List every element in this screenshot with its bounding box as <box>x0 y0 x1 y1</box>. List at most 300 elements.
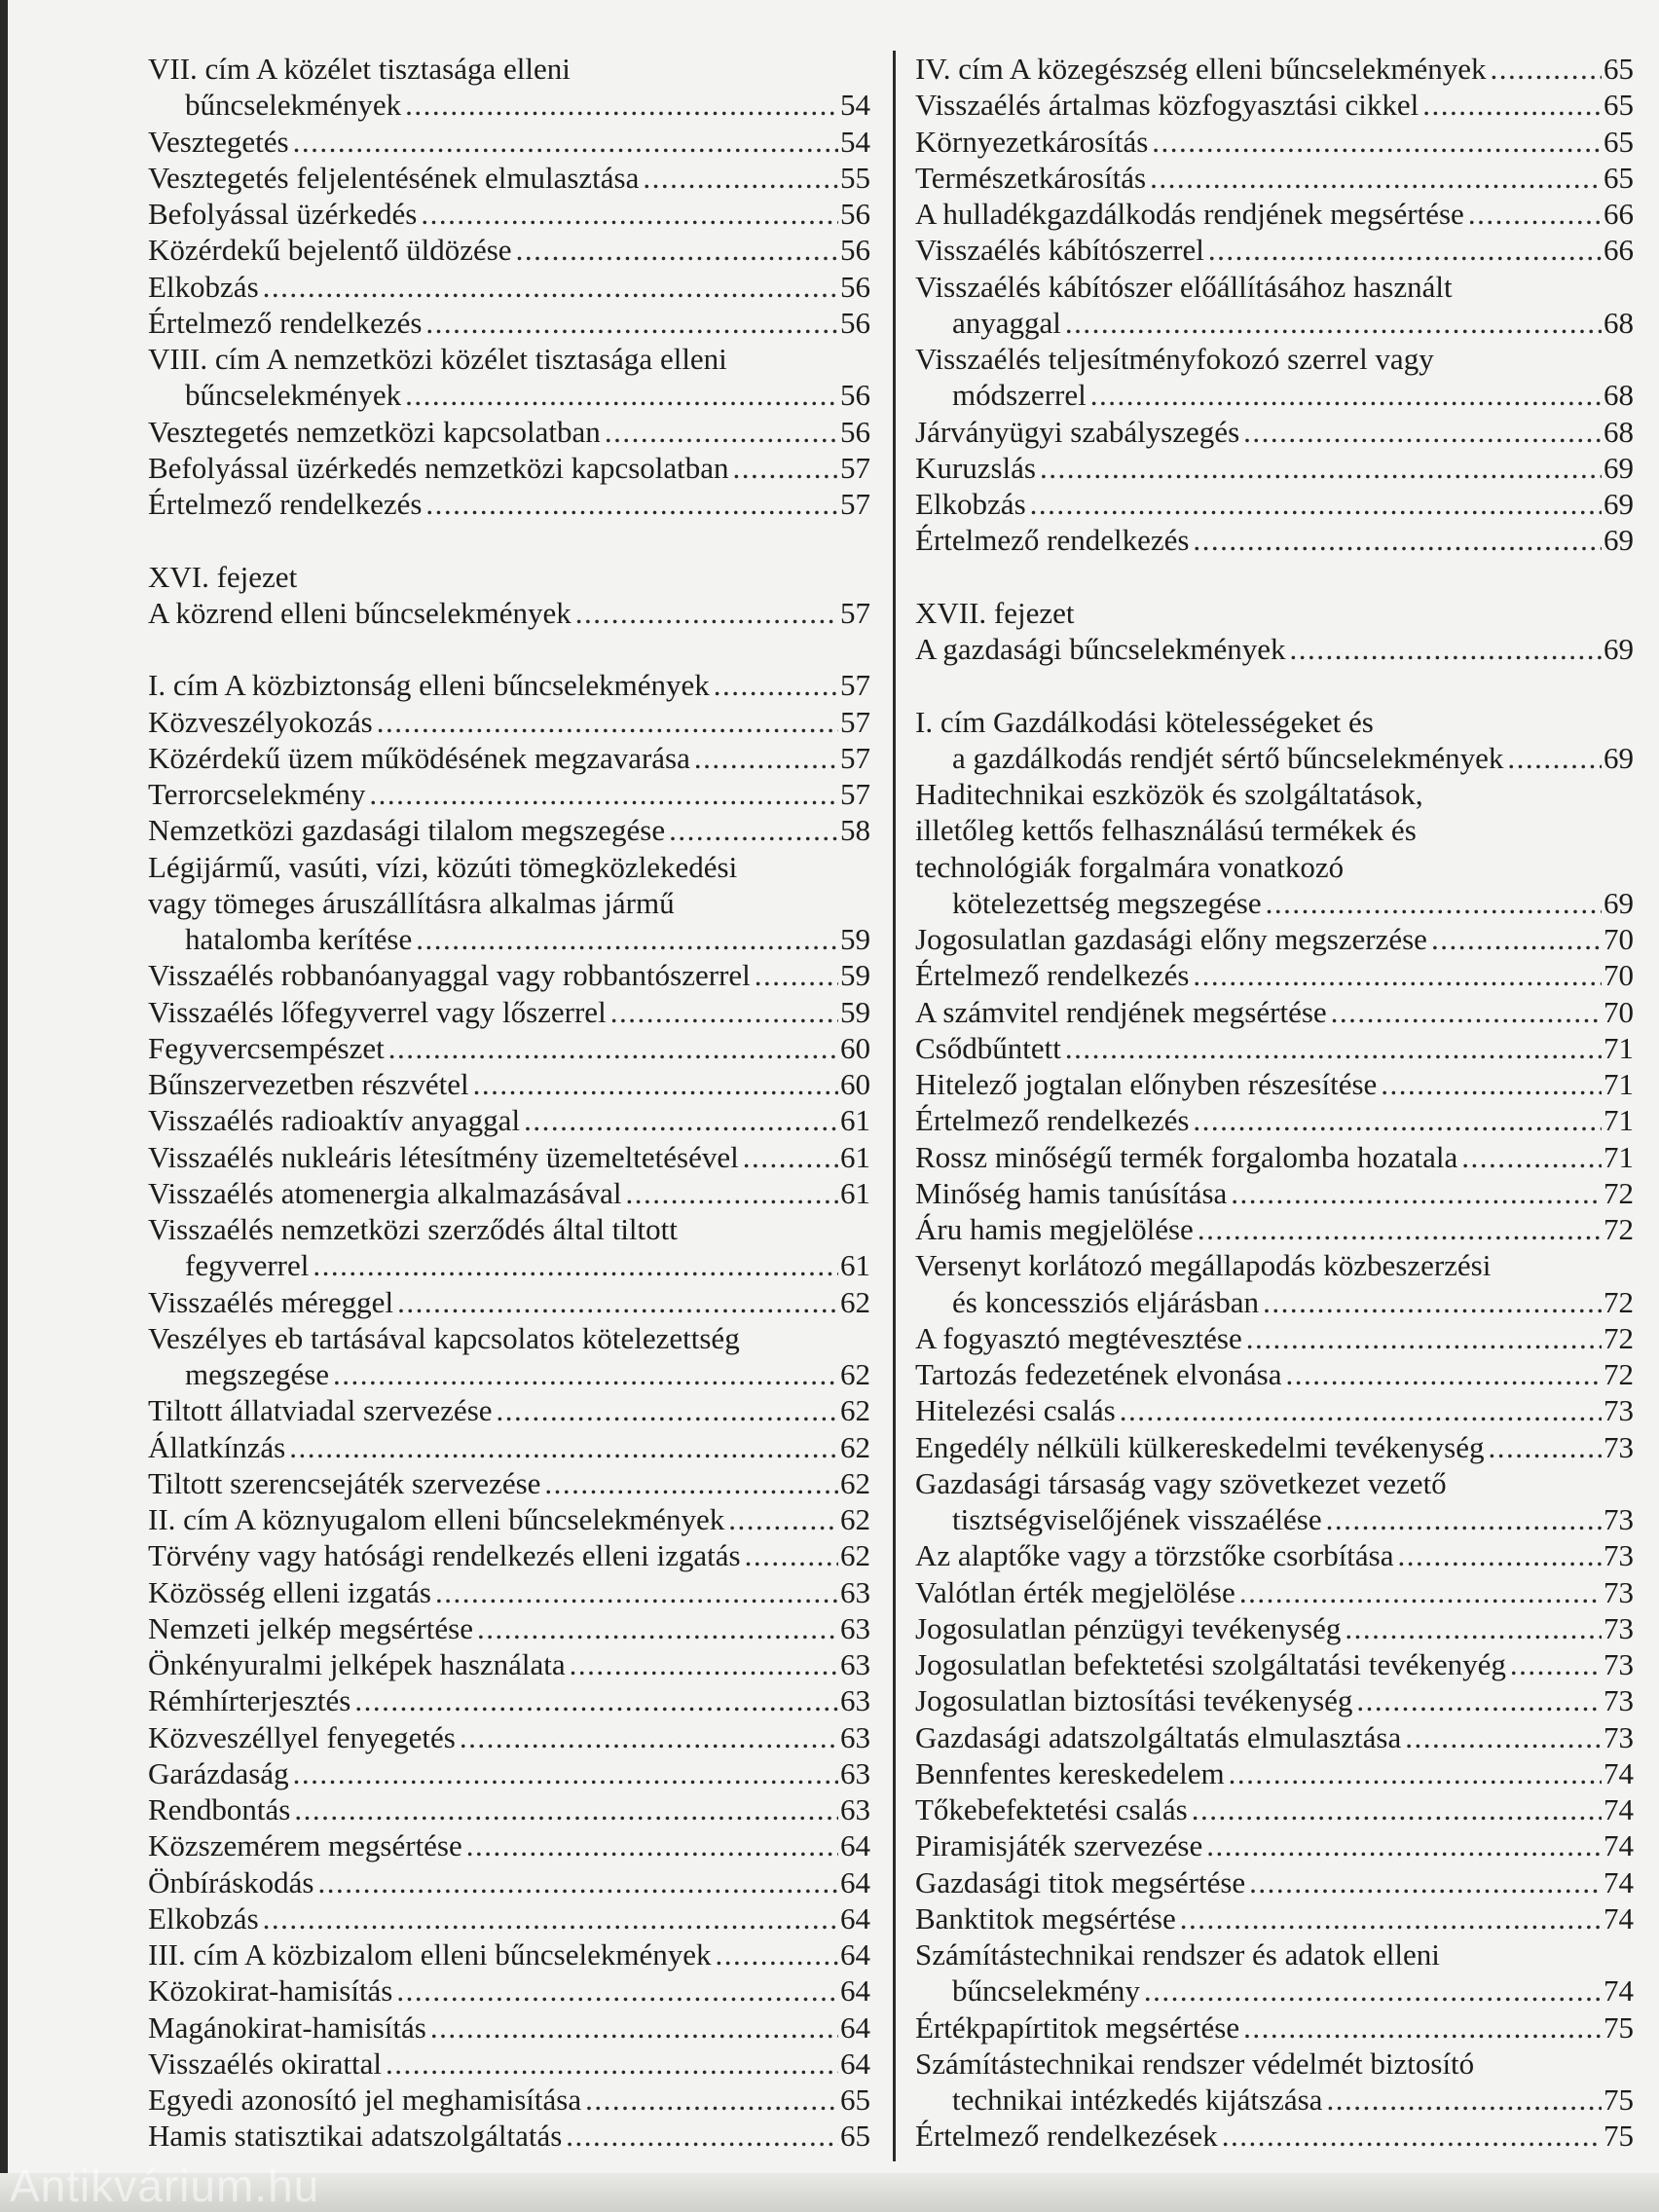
toc-entry <box>148 704 870 740</box>
toc-entry-title: VII. cím A közélet tisztasága elleni <box>148 52 571 86</box>
toc-page-number: 62 <box>840 1465 870 1500</box>
toc-line <box>915 522 1634 558</box>
toc-page-number: 73 <box>1604 1502 1634 1536</box>
toc-entry <box>915 522 1634 558</box>
toc-entry-title: Nemzeti jelkép megsértése <box>148 1610 473 1645</box>
toc-entry-title: Számítástechnikai rendszer védelmét biztosító <box>915 2046 1475 2081</box>
toc-page-number: 63 <box>840 1683 870 1718</box>
toc-entry-title: I. cím A közbiztonság elleni bűncselekmények <box>148 668 710 703</box>
toc-entry-title: a gazdálkodás rendjét sértő bűncselekmények <box>952 740 1504 775</box>
toc-line <box>915 1537 1634 1573</box>
toc-page-number: 65 <box>1604 88 1634 123</box>
toc-page-number: 65 <box>840 2119 870 2154</box>
toc-line <box>148 51 870 87</box>
toc-entry <box>148 1646 870 1682</box>
toc-page-number: 64 <box>840 1828 870 1863</box>
toc-page-number: 65 <box>840 2083 870 2117</box>
toc-line <box>148 740 870 776</box>
toc-page-number: 73 <box>1604 1719 1634 1754</box>
toc-entry-title: Bennfentes kereskedelem <box>915 1755 1225 1790</box>
toc-entry-title: Közveszélyokozás <box>148 704 373 739</box>
toc-entry <box>915 595 1634 668</box>
toc-line <box>148 812 870 848</box>
toc-line <box>915 196 1634 232</box>
toc-line <box>148 1320 870 1356</box>
toc-entry-title: Garázdaság <box>148 1755 289 1790</box>
toc-line <box>148 957 870 993</box>
toc-line <box>148 1175 870 1211</box>
toc-entry-title: Közérdekű üzem működésének megzavarása <box>148 740 690 775</box>
dot-leader <box>1263 1284 1602 1320</box>
dot-leader <box>1266 885 1602 921</box>
toc-line <box>148 1501 870 1537</box>
toc-page-number: 73 <box>1604 1429 1634 1464</box>
toc-entry-title: Nemzetközi gazdasági tilalom megszegése <box>148 813 666 848</box>
toc-entry <box>915 1139 1634 1175</box>
toc-entry <box>915 1791 1634 1827</box>
toc-entry <box>915 87 1634 123</box>
dot-leader <box>397 1284 838 1320</box>
dot-leader <box>425 305 838 341</box>
toc-line <box>148 595 870 631</box>
toc-entry <box>915 414 1634 450</box>
toc-entry <box>148 1574 870 1610</box>
toc-line <box>915 921 1634 957</box>
toc-entry-title: Környezetkárosítás <box>915 124 1149 159</box>
toc-page-number: 59 <box>840 994 870 1029</box>
dot-leader <box>1507 740 1602 776</box>
toc-entry <box>148 1139 870 1175</box>
toc-entry-title: Visszaélés nemzetközi szerződés által tiltott <box>148 1212 678 1246</box>
toc-line <box>915 1320 1634 1356</box>
toc-entry-title: Értelmező rendelkezés <box>915 523 1190 558</box>
toc-entry-title: II. cím A köznyugalom elleni bűncselekmények <box>148 1502 725 1536</box>
toc-entry-title: Járványügyi szabályszegés <box>915 414 1240 449</box>
toc-line <box>915 1139 1634 1175</box>
toc-page-number: 74 <box>1604 1755 1634 1790</box>
watermark-text: Antikvárium.hu <box>10 2160 320 2211</box>
toc-line <box>148 486 870 522</box>
toc-entry-title: Rossz minőségű termék forgalomba hozatala <box>915 1139 1458 1174</box>
toc-entry-title: A gazdasági bűncselekmények <box>915 632 1286 666</box>
dot-leader <box>610 994 838 1030</box>
toc-entry-title: Bűnszervezetben részvétel <box>148 1067 469 1101</box>
toc-line <box>148 1610 870 1646</box>
dot-leader <box>1065 1030 1602 1066</box>
toc-entry-title: Áru hamis megjelölése <box>915 1212 1194 1246</box>
toc-page-number: 72 <box>1604 1175 1634 1210</box>
toc-line <box>915 1211 1634 1247</box>
toc-page-number: 64 <box>840 1937 870 1972</box>
dot-leader <box>1152 124 1602 160</box>
toc-entry-title: Állatkínzás <box>148 1429 286 1464</box>
toc-page-number: 59 <box>840 922 870 956</box>
toc-entry-title: Gazdasági titok megsértése <box>915 1864 1246 1899</box>
toc-entry <box>148 776 870 812</box>
toc-line <box>915 1501 1634 1537</box>
toc-line <box>148 124 870 160</box>
toc-line <box>915 1247 1634 1283</box>
toc-page-number: 61 <box>840 1248 870 1283</box>
toc-entry-title: technológiák forgalmára vonatkozó <box>915 849 1345 884</box>
dot-leader <box>396 1972 838 2009</box>
toc-entry-title: Jogosulatlan befektetési szolgáltatási tevékenyég <box>915 1647 1506 1681</box>
toc-entry-title: Értelmező rendelkezés <box>148 487 423 521</box>
dot-leader <box>1193 957 1602 993</box>
toc-entry-title: Visszaélés teljesítményfokozó szerrel vagy <box>915 342 1434 376</box>
dot-leader <box>544 1465 838 1501</box>
dot-leader <box>1222 2118 1602 2154</box>
toc-entry <box>148 414 870 450</box>
toc-entry <box>915 776 1634 921</box>
toc-right-column <box>915 51 1634 2155</box>
toc-line <box>148 885 870 921</box>
toc-line <box>915 269 1634 305</box>
toc-entry-title: Önkényuralmi jelképek használata <box>148 1647 566 1681</box>
toc-entry-title: XVI. fejezet <box>148 559 298 594</box>
dot-leader <box>263 269 838 305</box>
toc-line <box>148 1791 870 1827</box>
toc-entry <box>915 124 1634 160</box>
dot-leader <box>386 2046 838 2082</box>
toc-entry-title: Tiltott állatviadal szervezése <box>148 1393 493 1428</box>
toc-line <box>915 377 1634 413</box>
toc-entry <box>148 812 870 848</box>
toc-entry-title: Közérdekű bejelentő üldözése <box>148 233 512 268</box>
toc-page-number: 64 <box>840 1900 870 1936</box>
toc-entry <box>915 921 1634 957</box>
toc-page-number: 63 <box>840 1719 870 1754</box>
toc-entry-title: Engedély nélküli külkereskedelmi tevékenység <box>915 1429 1485 1464</box>
dot-leader <box>1090 377 1602 413</box>
dot-leader <box>1381 1066 1602 1102</box>
toc-entry <box>148 2082 870 2118</box>
dot-leader <box>1180 1900 1602 1936</box>
toc-entry <box>148 1610 870 1646</box>
toc-page-number: 66 <box>1604 233 1634 268</box>
toc-page-number: 69 <box>1604 885 1634 920</box>
toc-entry-title: III. cím A közbizalom elleni bűncselekmények <box>148 1937 712 1972</box>
dot-leader <box>566 2118 838 2154</box>
toc-page-number: 75 <box>1604 2009 1634 2045</box>
dot-leader <box>1489 1429 1602 1465</box>
toc-page-number: 62 <box>840 1429 870 1464</box>
toc-entry <box>148 1936 870 1972</box>
dot-leader <box>694 740 838 776</box>
toc-entry-title: Értelmező rendelkezés <box>915 958 1190 993</box>
toc-entry-title: bűncselekmények <box>185 88 402 123</box>
dot-leader <box>1468 196 1602 232</box>
toc-entry <box>148 51 870 124</box>
toc-entry <box>915 196 1634 232</box>
dot-leader <box>575 595 838 631</box>
dot-leader <box>1398 1537 1602 1573</box>
toc-line <box>915 305 1634 341</box>
toc-entry <box>148 1030 870 1066</box>
toc-page-number: 68 <box>1604 414 1634 449</box>
toc-entry-title: Visszaélés radioaktív anyaggal <box>148 1103 521 1138</box>
toc-line <box>915 1066 1634 1102</box>
toc-entry <box>915 2118 1634 2154</box>
dot-leader <box>317 1864 838 1900</box>
toc-entry <box>915 994 1634 1030</box>
toc-page-number: 62 <box>840 1357 870 1391</box>
toc-line <box>148 1755 870 1791</box>
toc-entry-title: Visszaélés atomenergia alkalmazásával <box>148 1175 622 1210</box>
toc-entry-title: technikai intézkedés kijátszása <box>952 2083 1323 2117</box>
toc-page-number: 73 <box>1604 1538 1634 1573</box>
toc-line <box>915 1936 1634 1972</box>
toc-line <box>915 2046 1634 2082</box>
toc-line <box>148 2082 870 2118</box>
toc-page-number: 74 <box>1604 1900 1634 1936</box>
dot-leader <box>460 1719 838 1755</box>
toc-page-number: 57 <box>840 777 870 811</box>
dot-leader <box>755 957 838 993</box>
dot-leader <box>715 1936 838 1972</box>
toc-line <box>915 486 1634 522</box>
toc-entry <box>148 1719 870 1755</box>
dot-leader <box>473 1066 838 1102</box>
toc-entry <box>915 450 1634 486</box>
dot-leader <box>1431 921 1602 957</box>
toc-line <box>915 1827 1634 1863</box>
toc-entry-title: Visszaélés kábítószer előállításához használt <box>915 269 1453 304</box>
dot-leader <box>497 1392 838 1428</box>
toc-entry-title: Számítástechnikai rendszer és adatok elleni <box>915 1937 1440 1972</box>
toc-entry-title: A hulladékgazdálkodás rendjének megsértése <box>915 197 1464 231</box>
dot-leader <box>435 1574 838 1610</box>
toc-entry <box>915 1827 1634 1863</box>
toc-page-number: 70 <box>1604 922 1634 956</box>
toc-entry-title: A számvitel rendjének megsértése <box>915 994 1327 1029</box>
toc-line <box>915 1900 1634 1936</box>
toc-line <box>915 341 1634 377</box>
dot-leader <box>1405 1719 1602 1755</box>
toc-entry <box>148 957 870 993</box>
toc-entry-title: A közrend elleni bűncselekmények <box>148 595 571 630</box>
toc-entry-title: Csődbűntett <box>915 1030 1061 1065</box>
toc-entry-title: Hamis statisztikai adatszolgáltatás <box>148 2119 563 2154</box>
toc-entry-title: Elkobzás <box>148 269 259 304</box>
toc-page-number: 66 <box>1604 197 1634 231</box>
toc-entry-title: fegyverrel <box>185 1248 310 1283</box>
toc-entry <box>148 1175 870 1211</box>
toc-line <box>148 450 870 486</box>
toc-entry-title: XVII. fejezet <box>915 595 1075 630</box>
toc-line <box>148 776 870 812</box>
toc-entry-title: tisztségviselőjének visszaélése <box>952 1502 1322 1536</box>
toc-entry-title: Jogosulatlan biztosítási tevékenység <box>915 1683 1353 1718</box>
toc-entry <box>915 1247 1634 1320</box>
section-spacer <box>148 631 870 667</box>
toc-entry <box>148 1755 870 1791</box>
dot-leader <box>524 1102 838 1138</box>
toc-line <box>148 1465 870 1501</box>
toc-line <box>915 1284 1634 1320</box>
dot-leader <box>1144 1972 1602 2009</box>
toc-entry-title: Tiltott szerencsejáték szervezése <box>148 1465 541 1500</box>
dot-leader <box>1510 1646 1602 1682</box>
toc-entry <box>915 1102 1634 1138</box>
toc-line <box>148 2118 870 2154</box>
toc-page-number: 63 <box>840 1792 870 1826</box>
toc-line <box>915 1610 1634 1646</box>
toc-line <box>148 232 870 268</box>
toc-line <box>915 1429 1634 1465</box>
dot-leader <box>1206 1827 1602 1863</box>
toc-entry <box>915 1682 1634 1718</box>
toc-line <box>148 377 870 413</box>
toc-page-number: 59 <box>840 958 870 993</box>
toc-entry <box>915 1574 1634 1610</box>
toc-line <box>148 305 870 341</box>
toc-entry-title: I. cím Gazdálkodási kötelességeket és <box>915 704 1374 739</box>
toc-entry <box>915 1537 1634 1573</box>
dot-leader <box>1150 160 1602 196</box>
section-spacer <box>915 667 1634 703</box>
toc-line <box>915 1175 1634 1211</box>
toc-line <box>148 1284 870 1320</box>
toc-page-number: 69 <box>1604 523 1634 558</box>
toc-entry-title: Terrorcselekmény <box>148 777 366 811</box>
toc-page-number: 64 <box>840 2009 870 2045</box>
toc-entry <box>915 1936 1634 2009</box>
toc-entry <box>915 1066 1634 1102</box>
dot-leader <box>388 1030 838 1066</box>
toc-entry-title: Visszaélés okirattal <box>148 2046 383 2081</box>
toc-line <box>915 885 1634 921</box>
dot-leader <box>466 1827 838 1863</box>
toc-entry <box>148 1791 870 1827</box>
toc-page-number: 72 <box>1604 1357 1634 1391</box>
toc-line <box>915 87 1634 123</box>
toc-entry-title: Légijármű, vasúti, vízi, közúti tömegközlekedési <box>148 849 738 884</box>
toc-entry <box>915 1392 1634 1428</box>
toc-entry-title: Rendbontás <box>148 1792 291 1826</box>
toc-line <box>148 1574 870 1610</box>
dot-leader <box>1422 87 1602 123</box>
toc-entry <box>915 1356 1634 1392</box>
toc-entry <box>148 1501 870 1537</box>
dot-leader <box>1331 994 1602 1030</box>
dot-leader <box>369 776 838 812</box>
toc-entry-title: Gazdasági társaság vagy szövetkezet vezető <box>915 1465 1447 1500</box>
book-page-edge-shadow <box>0 0 8 2212</box>
toc-line <box>148 196 870 232</box>
dot-leader <box>405 377 838 413</box>
toc-entry-title: Vesztegetés nemzetközi kapcsolatban <box>148 414 601 449</box>
section-spacer <box>148 522 870 558</box>
toc-page-number: 57 <box>840 740 870 775</box>
toc-entry-title: megszegése <box>185 1357 330 1391</box>
toc-page-number: 58 <box>840 813 870 848</box>
toc-entry-title: Közokirat-hamisítás <box>148 1973 393 2009</box>
toc-line <box>915 631 1634 667</box>
toc-entry <box>148 2046 870 2082</box>
toc-line <box>148 87 870 123</box>
toc-entry-title: Visszaélés méreggel <box>148 1284 394 1319</box>
toc-page-number: 73 <box>1604 1574 1634 1609</box>
dot-leader <box>1065 305 1602 341</box>
dot-leader <box>1286 1356 1603 1392</box>
toc-entry-title: Minőség hamis tanúsítása <box>915 1175 1228 1210</box>
dot-leader <box>1345 1610 1602 1646</box>
toc-page-number: 70 <box>1604 994 1634 1029</box>
toc-entry <box>915 1211 1634 1247</box>
toc-entry <box>915 232 1634 268</box>
toc-page-number: 70 <box>1604 958 1634 993</box>
toc-line <box>148 160 870 196</box>
dot-leader <box>1249 1864 1602 1900</box>
toc-entry-title: Valótlan érték megjelölése <box>915 1574 1235 1609</box>
toc-line <box>148 2009 870 2046</box>
dot-leader <box>1326 1501 1602 1537</box>
toc-page-number: 63 <box>840 1755 870 1790</box>
toc-line <box>915 1102 1634 1138</box>
toc-entry-title: Vesztegetés feljelentésének elmulasztása <box>148 160 640 195</box>
toc-entry <box>148 994 870 1030</box>
toc-line <box>148 1646 870 1682</box>
dot-leader <box>625 1175 838 1211</box>
dot-leader <box>1193 522 1602 558</box>
toc-entry <box>915 1030 1634 1066</box>
toc-line <box>148 1972 870 2009</box>
toc-line <box>148 704 870 740</box>
toc-entry-title: Önbíráskodás <box>148 1864 314 1899</box>
toc-line <box>148 341 870 377</box>
toc-page-number: 68 <box>1604 305 1634 340</box>
toc-entry-title: Tőkebefektetési csalás <box>915 1792 1188 1826</box>
toc-entry <box>915 1610 1634 1646</box>
toc-entry-title: Jogosulatlan pénzügyi tevékenység <box>915 1610 1342 1645</box>
toc-entry-title: Visszaélés robbanóanyaggal vagy robbantószerrel <box>148 958 751 993</box>
dot-leader <box>605 414 838 450</box>
toc-page-number: 62 <box>840 1284 870 1319</box>
toc-entry-title: Kuruzslás <box>915 450 1036 485</box>
dot-leader <box>477 1610 838 1646</box>
toc-line <box>915 957 1634 993</box>
dot-leader <box>1326 2082 1602 2118</box>
toc-entry-title: hatalomba kerítése <box>185 922 413 956</box>
toc-entry-title: Egyedi azonosító jel meghamisítása <box>148 2083 582 2117</box>
toc-line <box>915 160 1634 196</box>
toc-page-number: 54 <box>840 124 870 159</box>
toc-entry-title: VIII. cím A nemzetközi közélet tisztasága elleni <box>148 342 727 376</box>
toc-line <box>148 994 870 1030</box>
toc-entry-title: Közveszéllyel fenyegetés <box>148 1719 456 1754</box>
dot-leader <box>1356 1682 1602 1718</box>
toc-line <box>915 1719 1634 1755</box>
toc-entry-title: Tartozás fedezetének elvonása <box>915 1357 1282 1391</box>
toc-entry-title: Értelmező rendelkezések <box>915 2119 1218 2154</box>
toc-line <box>915 812 1634 848</box>
toc-entry-title: IV. cím A közegészség elleni bűncselekmények <box>915 52 1487 86</box>
dot-leader <box>643 160 838 196</box>
toc-line <box>148 1139 870 1175</box>
toc-page-number: 61 <box>840 1139 870 1174</box>
toc-entry <box>915 160 1634 196</box>
toc-line <box>915 124 1634 160</box>
toc-line <box>148 1429 870 1465</box>
toc-entry <box>148 124 870 160</box>
dot-leader <box>714 667 838 703</box>
toc-entry-title: és koncessziós eljárásban <box>952 1284 1260 1319</box>
toc-entry <box>148 1900 870 1936</box>
toc-page-number: 71 <box>1604 1067 1634 1101</box>
dot-leader <box>516 232 838 268</box>
toc-entry-title: Haditechnikai eszközök és szolgáltatások, <box>915 777 1423 811</box>
